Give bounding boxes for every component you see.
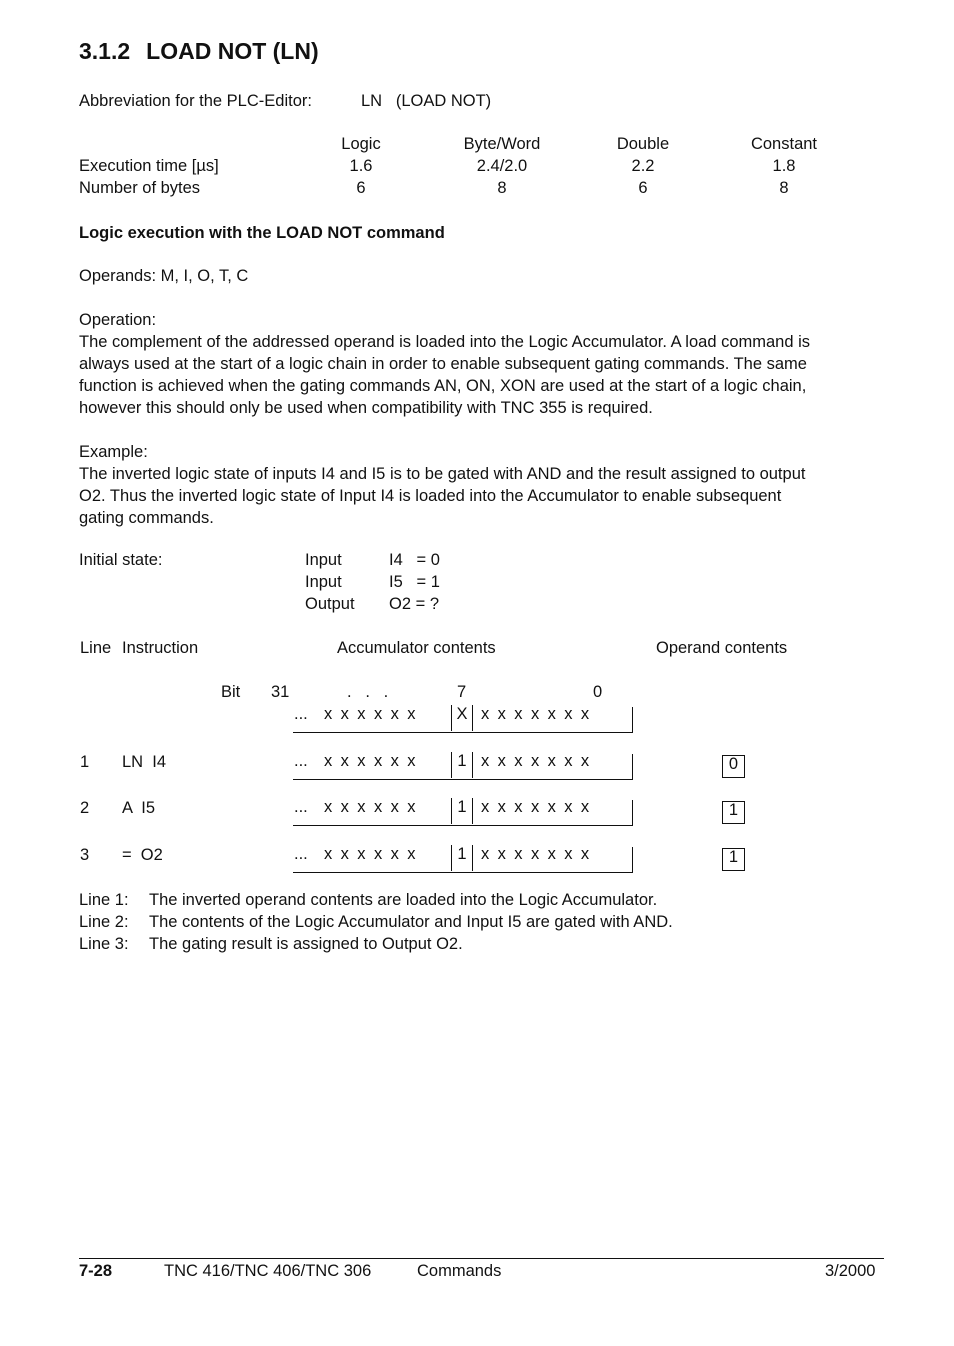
- col-header-logic: Logic: [341, 135, 381, 153]
- cell: 6: [356, 179, 366, 197]
- note-label: Line 3:: [79, 935, 129, 953]
- subheading: Logic execution with the LOAD NOT command: [79, 224, 445, 242]
- state-kind: Output: [305, 595, 355, 613]
- operand-box: 0: [722, 755, 745, 778]
- abbreviation-value: LN (LOAD NOT): [361, 92, 492, 110]
- accumulator-register-step2: [293, 800, 633, 826]
- cell: 1.8: [772, 157, 796, 175]
- initial-state-label: Initial state:: [79, 551, 163, 569]
- step-line-number: 3: [80, 846, 90, 864]
- section-heading: [79, 38, 319, 65]
- accumulator-register-step3: [293, 847, 633, 873]
- register-bit7: 1: [451, 845, 473, 871]
- operation-label: Operation:: [79, 311, 157, 329]
- footer-date: 3/2000: [825, 1262, 876, 1280]
- register-bit7: 1: [451, 798, 473, 824]
- accumulator-register-step1: [293, 754, 633, 780]
- step-instruction: LN I4: [122, 753, 167, 771]
- bit-dots: . . .: [347, 683, 389, 701]
- text-line: The complement of the addressed operand is loaded into the Logic Accumulator. A load command is: [79, 333, 811, 351]
- section-title: LOAD NOT (LN): [146, 38, 319, 64]
- state-value: I5 = 1: [389, 573, 440, 591]
- register-dots: ...: [294, 798, 308, 816]
- cell: 1.6: [349, 157, 373, 175]
- cell: 6: [638, 179, 648, 197]
- operation-paragraph: [79, 309, 889, 419]
- text-line: always used at the start of a logic chain in order to enable subsequent gating commands. The same: [79, 355, 807, 373]
- note-text: The contents of the Logic Accumulator and Input I5 are gated with AND.: [149, 913, 673, 931]
- register-high-bits: xxxxxx: [324, 845, 424, 863]
- header-operand: Operand contents: [656, 639, 788, 657]
- abbreviation-label: Abbreviation for the PLC-Editor:: [79, 92, 312, 110]
- accumulator-register-initial: [293, 707, 633, 733]
- bit-label: Bit: [221, 683, 241, 701]
- footer-page-number: 7-28: [79, 1262, 113, 1280]
- row-label-bytes: Number of bytes: [79, 179, 201, 197]
- text-line: function is achieved when the gating commands AN, ON, XON are used at the start of a logic chain,: [79, 377, 807, 395]
- step-instruction: A I5: [122, 799, 156, 817]
- note-text: The inverted operand contents are loaded into the Logic Accumulator.: [149, 891, 658, 909]
- bit-0: 0: [593, 683, 603, 701]
- text-line: gating commands.: [79, 509, 214, 527]
- step-instruction: = O2: [122, 846, 163, 864]
- footer-model: TNC 416/TNC 406/TNC 306: [164, 1262, 372, 1280]
- text-line: The inverted logic state of inputs I4 and I5 is to be gated with AND and the result assigned to output: [79, 465, 806, 483]
- register-low-bits: xxxxxxx: [481, 798, 598, 816]
- col-header-constant: Constant: [750, 135, 818, 153]
- cell: 8: [497, 179, 507, 197]
- col-header-byteword: Byte/Word: [463, 135, 541, 153]
- example-paragraph: [79, 441, 889, 529]
- bit-7: 7: [457, 683, 467, 701]
- state-kind: Input: [305, 573, 342, 591]
- cell: 2.4/2.0: [476, 157, 528, 175]
- step-line-number: 1: [80, 753, 90, 771]
- register-low-bits: xxxxxxx: [481, 845, 598, 863]
- header-accumulator: Accumulator contents: [337, 639, 496, 657]
- operand-box: 1: [722, 848, 745, 871]
- text-line: O2. Thus the inverted logic state of Input I4 is loaded into the Accumulator to enable subsequent: [79, 487, 782, 505]
- operands-text: Operands: M, I, O, T, C: [79, 267, 249, 285]
- register-bit7: 1: [451, 752, 473, 778]
- register-bit7: X: [451, 705, 473, 731]
- row-label-execution: Execution time [µs]: [79, 157, 219, 175]
- state-value: O2 = ?: [389, 595, 439, 613]
- register-low-bits: xxxxxxx: [481, 752, 598, 770]
- state-value: I4 = 0: [389, 551, 440, 569]
- note-label: Line 2:: [79, 913, 129, 931]
- register-high-bits: xxxxxx: [324, 752, 424, 770]
- register-dots: ...: [294, 705, 308, 723]
- operand-box: 1: [722, 801, 745, 824]
- footer-divider: [79, 1258, 884, 1259]
- state-kind: Input: [305, 551, 342, 569]
- cell: 8: [779, 179, 789, 197]
- step-line-number: 2: [80, 799, 90, 817]
- register-dots: ...: [294, 845, 308, 863]
- register-low-bits: xxxxxxx: [481, 705, 598, 723]
- text-line: however this should only be used when compatibility with TNC 355 is required.: [79, 399, 653, 417]
- register-high-bits: xxxxxx: [324, 705, 424, 723]
- note-label: Line 1:: [79, 891, 129, 909]
- footer-section: Commands: [417, 1262, 502, 1280]
- header-instruction: Instruction: [122, 639, 199, 657]
- register-dots: ...: [294, 752, 308, 770]
- col-header-double: Double: [616, 135, 670, 153]
- section-number: 3.1.2: [79, 38, 131, 64]
- register-high-bits: xxxxxx: [324, 798, 424, 816]
- header-line: Line: [80, 639, 112, 657]
- bit-31: 31: [271, 683, 290, 701]
- example-label: Example:: [79, 443, 148, 461]
- cell: 2.2: [631, 157, 655, 175]
- note-text: The gating result is assigned to Output O2.: [149, 935, 463, 953]
